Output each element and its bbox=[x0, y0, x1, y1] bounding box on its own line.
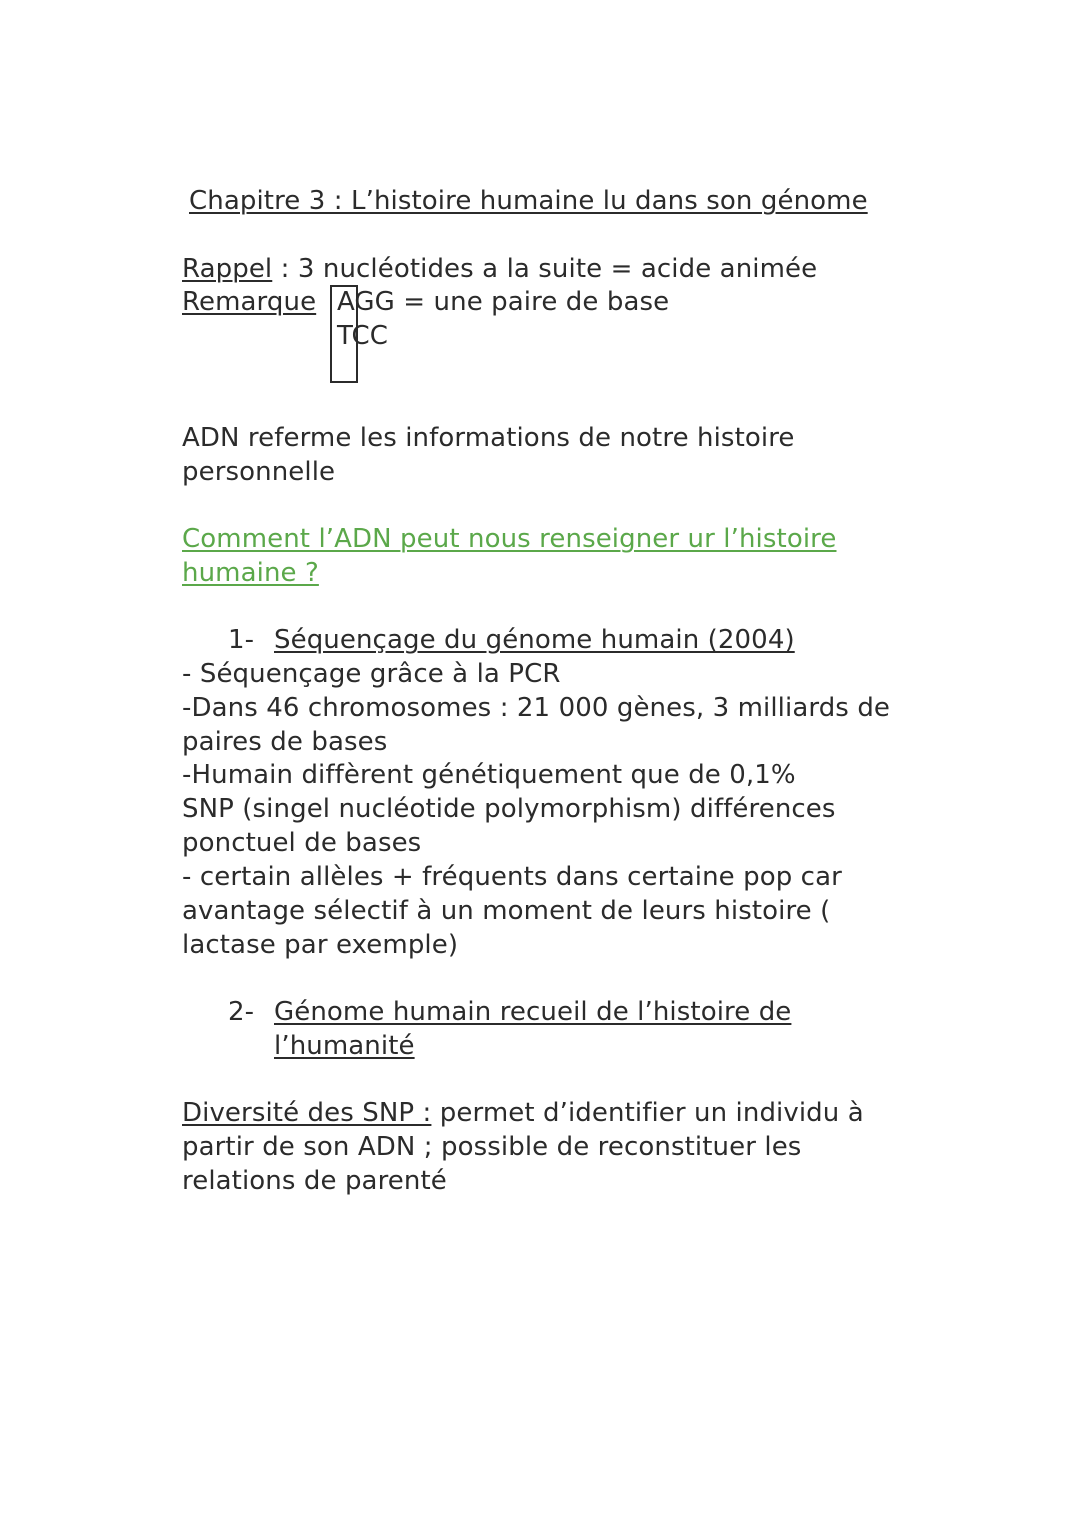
section2-number: 2- bbox=[228, 997, 255, 1027]
base-pair-box bbox=[330, 285, 358, 383]
diversite-text-1: permet d’identifier un individu à bbox=[431, 1098, 864, 1128]
section1-number: 1- bbox=[228, 625, 255, 655]
section1-line-4: -Humain diffèrent génétiquement que de 0,1% bbox=[182, 760, 796, 790]
diversite-line-3: relations de parenté bbox=[182, 1166, 447, 1196]
section1-line-2: -Dans 46 chromosomes : 21 000 gènes, 3 milliards de bbox=[182, 693, 891, 723]
diversite-label: Diversité des SNP : bbox=[182, 1098, 432, 1128]
page-title: Chapitre 3 : L’histoire humaine lu dans son génome bbox=[189, 186, 868, 216]
section2-title-line-1: Génome humain recueil de l’histoire de bbox=[274, 997, 792, 1027]
rappel-line bbox=[182, 252, 817, 286]
section1-line-5: SNP (singel nucléotide polymorphism) différences bbox=[182, 794, 836, 824]
diversite-line-2: partir de son ADN ; possible de reconstituer les bbox=[182, 1132, 802, 1162]
remarque-line bbox=[182, 285, 316, 319]
section1-line-3: paires de bases bbox=[182, 727, 388, 757]
intro-line-2: personnelle bbox=[182, 457, 336, 487]
remarque-label: Remarque bbox=[182, 287, 317, 317]
question-line-1: Comment l’ADN peut nous renseigner ur l’histoire bbox=[182, 524, 837, 554]
section1-line-8: avantage sélectif à un moment de leurs histoire ( bbox=[182, 896, 831, 926]
section1-line-7: - certain allèles + fréquents dans certaine pop car bbox=[182, 862, 842, 892]
section1-line-6: ponctuel de bases bbox=[182, 828, 422, 858]
rappel-text: : 3 nucléotides a la suite = acide animée bbox=[272, 254, 818, 284]
section2-title-line-2: l’humanité bbox=[274, 1031, 415, 1061]
section1-line-1: - Séquençage grâce à la PCR bbox=[182, 659, 561, 689]
section1-line-9: lactase par exemple) bbox=[182, 930, 459, 960]
intro-line-1: ADN referme les informations de notre histoire bbox=[182, 423, 795, 453]
rappel-label: Rappel bbox=[182, 254, 273, 284]
remarque-pair-top: AGG = une paire de base bbox=[337, 287, 670, 317]
section1-title: Séquençage du génome humain (2004) bbox=[274, 625, 795, 655]
diversite-line-1 bbox=[182, 1096, 864, 1130]
remarque-pair-bottom: TCC bbox=[337, 321, 388, 351]
question-line-2: humaine ? bbox=[182, 558, 319, 588]
